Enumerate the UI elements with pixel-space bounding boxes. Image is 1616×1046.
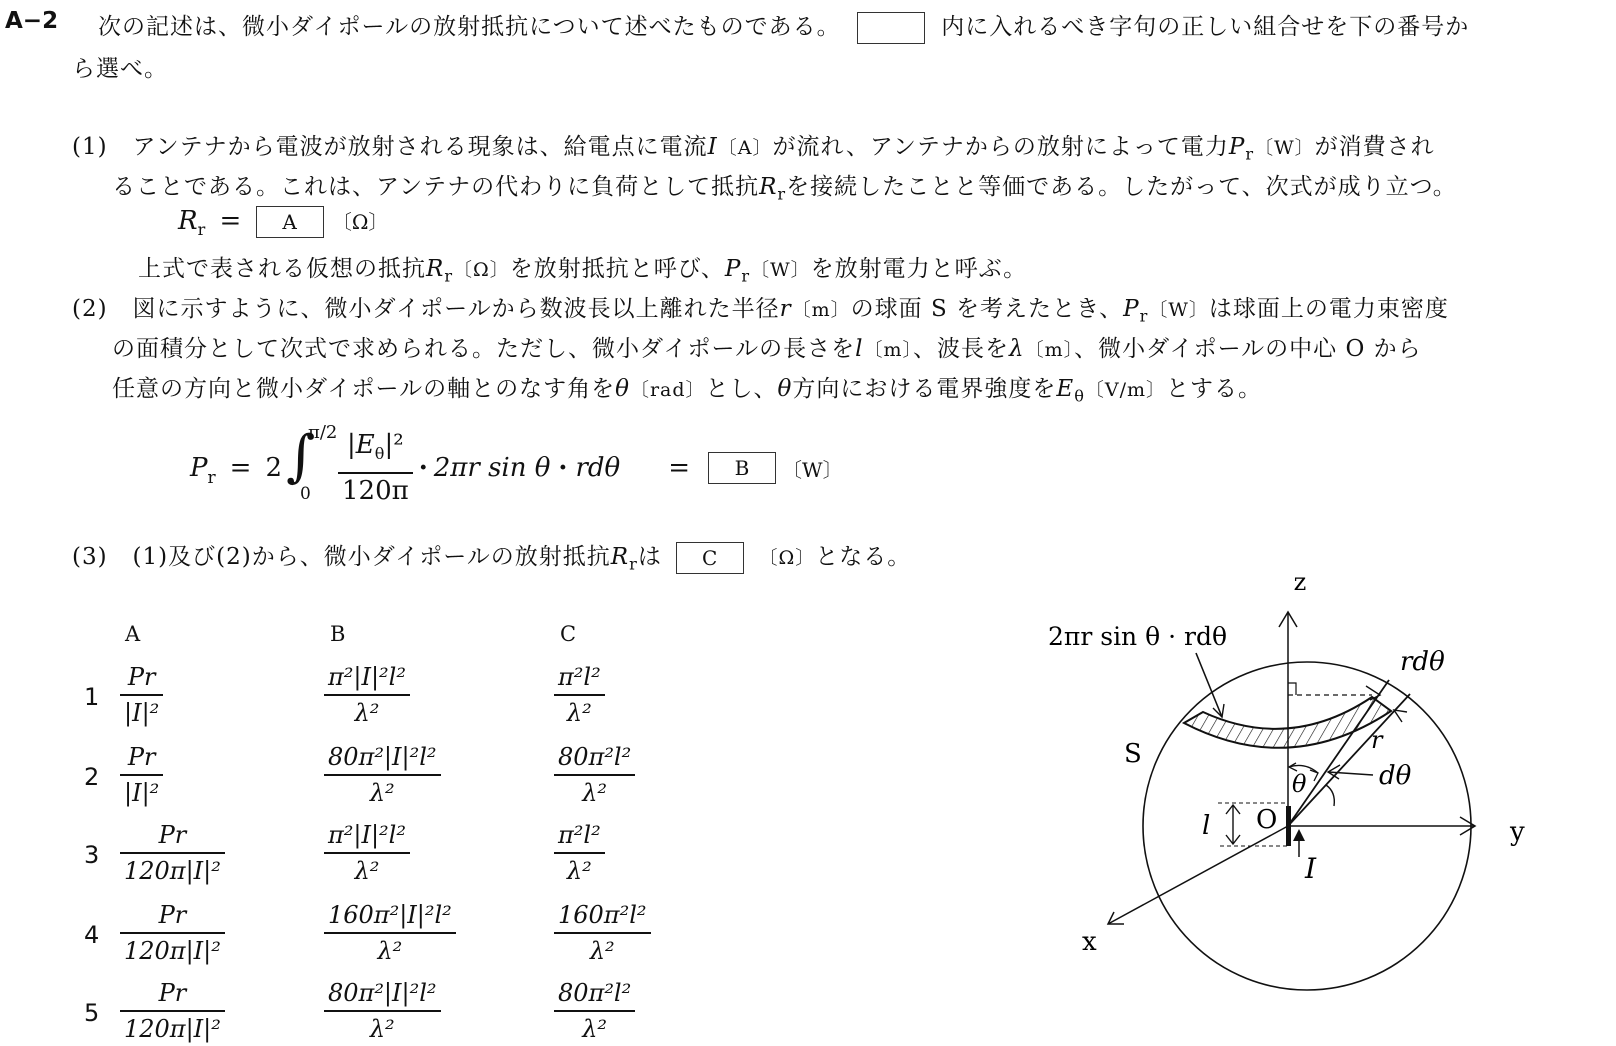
option-A — [120, 976, 225, 1046]
option-A — [120, 740, 163, 810]
header-B: B — [330, 622, 346, 646]
unit: 〔m〕 — [791, 299, 851, 321]
var-lambda: λ — [1008, 336, 1025, 362]
den: 120π|I|² — [124, 937, 221, 965]
option-number: 3 — [84, 841, 100, 869]
unit: 〔A〕 — [717, 137, 773, 159]
var-P: P — [1123, 296, 1140, 322]
blank-box-A: A — [256, 206, 324, 238]
right-angle-mark — [1288, 683, 1296, 695]
x-axis — [1108, 826, 1288, 924]
num: 80π²|I|²l² — [328, 743, 437, 771]
option-B — [324, 976, 441, 1046]
var-R: R — [426, 256, 445, 282]
unit: 〔V/m〕 — [1084, 379, 1167, 401]
section1-line1 — [72, 128, 1435, 164]
option-C — [554, 976, 635, 1046]
den: λ² — [566, 857, 592, 885]
num: |E — [347, 430, 375, 461]
label-S: S — [1124, 739, 1142, 769]
section3-label: (3) — [72, 544, 108, 570]
option-B — [324, 740, 441, 810]
option-C — [554, 660, 605, 730]
text: を放射抵抗と呼び、 — [509, 256, 725, 282]
sub: r — [207, 468, 216, 488]
header-C: C — [560, 622, 577, 646]
rdtheta-arrow2-icon — [1394, 710, 1407, 722]
text: ることである。これは、アンテナの代わりに負荷として抵抗 — [112, 174, 760, 200]
label-z: z — [1293, 568, 1307, 596]
num: Pr — [127, 663, 156, 691]
num: 80π²|I|²l² — [328, 979, 437, 1007]
text: とする。 — [1166, 376, 1263, 402]
label-rdtheta: rdθ — [1400, 647, 1445, 677]
term-rdtheta: rdθ — [575, 453, 621, 483]
text: アンテナから電波が放射される現象は、給電点に電流 — [132, 134, 708, 160]
text: 上式で表される仮想の抵抗 — [138, 256, 426, 282]
fraction — [338, 428, 413, 507]
intro-text: 次の記述は、微小ダイポールの放射抵抗について述べたものである。 — [98, 14, 841, 40]
unit: 〔m〕 — [1024, 339, 1075, 361]
integral — [282, 422, 338, 508]
var-R: R — [178, 206, 198, 236]
unit: 〔rad〕 — [629, 379, 706, 401]
text: 、波長を — [912, 336, 1009, 362]
label-x: x — [1082, 927, 1097, 957]
unit: 〔Ω〕 — [758, 547, 816, 569]
num: π²|I|²l² — [328, 821, 406, 849]
text: (1)及び(2)から、微小ダイポールの放射抵抗 — [132, 544, 611, 570]
dipole-figure — [1030, 560, 1616, 1046]
integral-sign: ∫ — [285, 424, 316, 489]
text: 図に示すように、微小ダイポールから数波長以上離れた半径 — [132, 296, 780, 322]
num: 160π²l² — [558, 901, 647, 929]
var-I: I — [707, 134, 718, 160]
header-A: A — [125, 622, 141, 646]
option-number: 4 — [84, 921, 100, 949]
blank-box-C: C — [676, 542, 744, 574]
var-P: P — [190, 453, 208, 483]
den: |I|² — [124, 699, 160, 727]
sub: r — [444, 266, 454, 286]
section2-label: (2) — [72, 296, 108, 322]
var-R: R — [610, 544, 630, 570]
num: 80π²l² — [558, 743, 632, 771]
text: の面積分として次式で求められる。ただし、微小ダイポールの長さを — [112, 336, 856, 362]
intro-text-tail: 内に入れるべき字句の正しい組合せを下の番号か — [941, 14, 1470, 40]
option-number: 5 — [84, 999, 100, 1027]
var-P: P — [724, 256, 742, 282]
option-C — [554, 740, 635, 810]
den: λ² — [354, 857, 380, 885]
sub: r — [197, 220, 206, 240]
var-R: R — [759, 174, 778, 200]
var-theta: θ — [615, 376, 630, 402]
label-r: r — [1371, 726, 1383, 754]
num: Pr — [158, 979, 187, 1007]
option-B — [324, 818, 410, 888]
den: λ² — [369, 779, 395, 807]
unit: 〔Ω〕 — [453, 259, 510, 281]
text: を接続したことと等価である。したがって、次式が成り立つ。 — [786, 174, 1457, 200]
den: λ² — [369, 1015, 395, 1043]
text: の球面 S を考えたとき、 — [850, 296, 1124, 322]
option-C — [554, 898, 651, 968]
term-area: 2πr sin θ — [433, 453, 551, 483]
text: 方向における電界強度を — [792, 376, 1057, 402]
den: λ² — [566, 699, 592, 727]
section1-equation — [178, 206, 388, 239]
sub: r — [741, 266, 751, 286]
option-number: 1 — [84, 683, 100, 711]
num: Pr — [127, 743, 156, 771]
question-intro — [98, 8, 1469, 44]
unit: 〔W〕 — [1254, 137, 1315, 159]
label-O: O — [1256, 805, 1278, 835]
den: λ² — [582, 1015, 608, 1043]
den: λ² — [589, 937, 615, 965]
sub: θ — [374, 444, 385, 464]
dipole-element — [1286, 806, 1291, 846]
num: π²l² — [558, 663, 601, 691]
blank-box — [857, 12, 925, 44]
section1-line2 — [112, 168, 1457, 204]
text: が流れ、アンテナからの放射によって電力 — [772, 134, 1229, 160]
sub: r — [1245, 144, 1255, 164]
text: が消費され — [1314, 134, 1435, 160]
text: とし、 — [705, 376, 778, 402]
var-E: E — [1056, 376, 1075, 402]
unit: 〔W〕 — [750, 259, 811, 281]
section3-line — [72, 538, 911, 574]
dot: · — [558, 453, 568, 483]
equals: = — [219, 206, 242, 236]
den: |I|² — [124, 779, 160, 807]
sub: r — [629, 554, 638, 574]
num: 160π²|I|²l² — [328, 901, 452, 929]
section2-line3 — [112, 370, 1262, 406]
option-number: 2 — [84, 763, 100, 791]
blank-box-B: B — [708, 452, 776, 484]
den: 120π|I|² — [124, 857, 221, 885]
option-A — [120, 898, 225, 968]
question-id: A−2 — [5, 8, 59, 34]
section2-line2 — [112, 330, 1422, 363]
num: 80π²l² — [558, 979, 632, 1007]
sub: θ — [1074, 386, 1085, 406]
equals: = — [668, 453, 691, 483]
den: λ² — [582, 779, 608, 807]
den: λ² — [354, 699, 380, 727]
var-P: P — [1228, 134, 1246, 160]
section1-label: (1) — [72, 134, 108, 160]
unit: 〔Ω〕 — [331, 210, 389, 234]
text: 、微小ダイポールの中心 O から — [1074, 336, 1422, 362]
dtheta-arc — [1326, 785, 1334, 806]
numerator — [343, 428, 408, 471]
num: π²|I|²l² — [328, 663, 406, 691]
text: は — [637, 544, 662, 570]
lower-limit: 0 — [299, 484, 311, 504]
denominator: 120π — [341, 475, 409, 506]
num-tail: |² — [384, 430, 404, 461]
var-theta: θ — [777, 376, 793, 402]
label-I: I — [1305, 852, 1317, 885]
section1-line3 — [138, 250, 1027, 286]
var-l: l — [855, 336, 864, 362]
num: Pr — [158, 901, 187, 929]
upper-limit: π/2 — [307, 422, 338, 443]
current-arrowhead-icon — [1293, 829, 1305, 841]
label-dtheta: dθ — [1379, 761, 1412, 791]
area-pointer — [1196, 653, 1222, 717]
num: π²l² — [558, 821, 601, 849]
option-A — [120, 660, 163, 730]
text: となる。 — [815, 544, 912, 570]
unit: 〔W〕 — [782, 457, 843, 482]
section2-equation — [190, 422, 843, 508]
den: λ² — [377, 937, 403, 965]
sub: r — [1139, 306, 1149, 326]
label-area: 2πr sin θ · rdθ — [1048, 622, 1228, 651]
option-B — [324, 660, 410, 730]
unit: 〔m〕 — [863, 339, 913, 361]
option-C — [554, 818, 605, 888]
num: Pr — [158, 821, 187, 849]
intro-line2: ら選べ。 — [72, 56, 168, 82]
option-B — [324, 898, 456, 968]
var-r: r — [779, 296, 792, 322]
option-A — [120, 818, 225, 888]
label-theta: θ — [1292, 770, 1307, 798]
coef: 2 — [265, 453, 282, 483]
unit: 〔W〕 — [1148, 299, 1209, 321]
dot: · — [418, 453, 428, 483]
equals: = — [229, 453, 252, 483]
section2-line1 — [72, 290, 1449, 326]
text: 任意の方向と微小ダイポールの軸とのなす角を — [112, 376, 616, 402]
label-y: y — [1510, 817, 1525, 847]
text: を放射電力と呼ぶ。 — [810, 256, 1028, 282]
sub: r — [777, 184, 787, 204]
text: は球面上の電力束密度 — [1208, 296, 1449, 322]
den: 120π|I|² — [124, 1015, 221, 1043]
label-l: l — [1202, 811, 1211, 841]
rdtheta-arrow-icon — [1366, 686, 1380, 700]
